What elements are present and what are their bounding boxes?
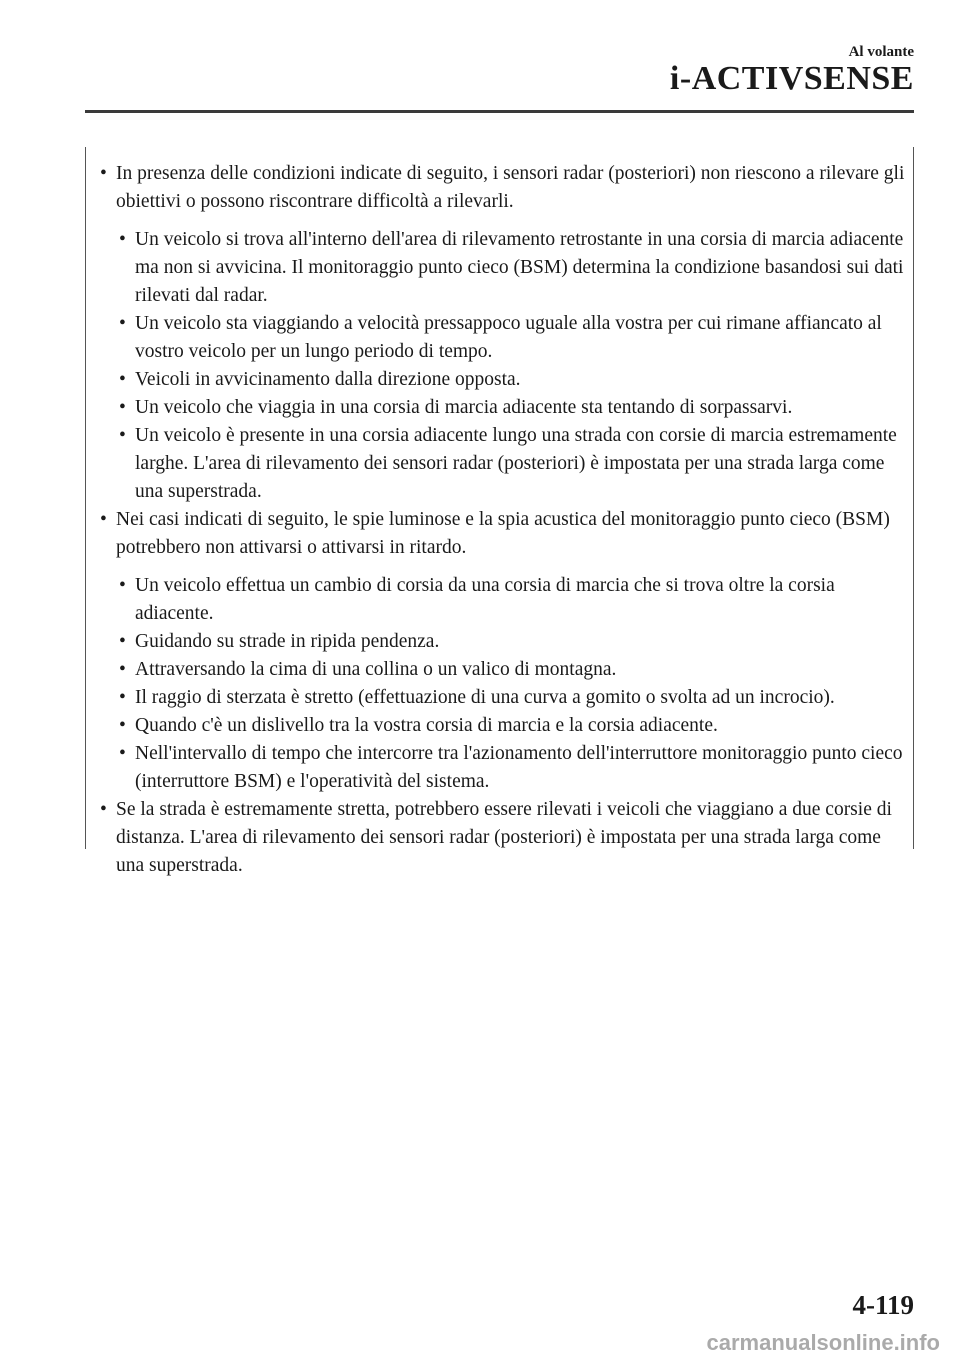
sub-list-item-text: Un veicolo è presente in una corsia adiacente lungo una strada con corsie di marcia estremamente larghe. L'area di rilevamento dei sensori radar (posteriori) è impostata per una strada larga come una superstrada.: [135, 425, 897, 502]
sub-list-item: [119, 226, 905, 310]
bullet: •: [119, 425, 126, 446]
header-section-title: Al volante: [848, 44, 914, 60]
list-item: [100, 506, 905, 562]
sub-list-item-text: Un veicolo si trova all'interno dell'area di rilevamento retrostante in una corsia di marcia adiacente ma non si avvicina. Il monitoraggio punto cieco (BSM) determina la condizione basandosi sui dati rilevati dal radar.: [135, 229, 904, 306]
bullet: •: [119, 369, 126, 390]
bullet: •: [119, 229, 126, 250]
bullet: •: [100, 799, 107, 820]
footer-watermark: carmanualsonline.info: [706, 1330, 940, 1355]
sub-list-item: [119, 740, 905, 796]
list-item-text: In presenza delle condizioni indicate di seguito, i sensori radar (posteriori) non riescono a rilevare gli obiettivi o possono riscontrare difficoltà a rilevarli.: [116, 163, 905, 212]
sub-list-item: [119, 310, 905, 366]
sub-list-item: [119, 684, 905, 712]
bullet: •: [119, 715, 126, 736]
bullet: •: [119, 687, 126, 708]
sub-list-item: [119, 656, 905, 684]
content-border-right: [913, 147, 914, 849]
sub-list-item: [119, 366, 905, 394]
bullet: •: [119, 397, 126, 418]
header-rule: [85, 110, 914, 113]
sub-list-item: [119, 628, 905, 656]
bullet: •: [119, 631, 126, 652]
sub-list-item-text: Guidando su strade in ripida pendenza.: [135, 631, 440, 652]
sub-list-item-text: Quando c'è un dislivello tra la vostra corsia di marcia e la corsia adiacente.: [135, 715, 718, 736]
bullet: •: [119, 659, 126, 680]
page-number: 4-119: [852, 1290, 914, 1320]
sub-list-item: [119, 712, 905, 740]
bullet: •: [119, 743, 126, 764]
bullet: •: [119, 575, 126, 596]
sub-list-item: [119, 422, 905, 506]
sublist: [100, 226, 905, 506]
sub-list-item-text: Un veicolo effettua un cambio di corsia da una corsia di marcia che si trova oltre la corsia adiacente.: [135, 575, 835, 624]
sub-list-item-text: Un veicolo sta viaggiando a velocità pressappoco uguale alla vostra per cui rimane affiancato al vostro veicolo per un lungo periodo di tempo.: [135, 313, 882, 362]
sub-list-item-text: Attraversando la cima di una collina o un valico di montagna.: [135, 659, 617, 680]
sub-list-item: [119, 394, 905, 422]
content-body: [100, 160, 905, 880]
sub-list-item-text: Un veicolo che viaggia in una corsia di marcia adiacente sta tentando di sorpassarvi.: [135, 397, 793, 418]
list-item: [100, 796, 905, 880]
sub-list-item-text: Il raggio di sterzata è stretto (effettuazione di una curva a gomito o svolta ad un incrocio).: [135, 687, 835, 708]
list-item: [100, 160, 905, 216]
content-border-left: [85, 147, 86, 849]
list-item-text: Nei casi indicati di seguito, le spie luminose e la spia acustica del monitoraggio punto cieco (BSM) potrebbero non attivarsi o attivarsi in ritardo.: [116, 509, 890, 558]
list-item-text: Se la strada è estremamente stretta, potrebbero essere rilevati i veicoli che viaggiano a due corsie di distanza. L'area di rilevamento dei sensori radar (posteriori) è impostata per una strada larga come una superstrada.: [116, 799, 892, 876]
sublist: [100, 572, 905, 796]
bullet: •: [100, 509, 107, 530]
sub-list-item-text: Veicoli in avvicinamento dalla direzione opposta.: [135, 369, 521, 390]
header-chapter-title: i-ACTIVSENSE: [669, 60, 914, 97]
sub-list-item: [119, 572, 905, 628]
bullet: •: [119, 313, 126, 334]
sub-list-item-text: Nell'intervallo di tempo che intercorre tra l'azionamento dell'interruttore monitoraggio punto cieco (interruttore BSM) e l'operatività del sistema.: [135, 743, 903, 792]
bullet: •: [100, 163, 107, 184]
